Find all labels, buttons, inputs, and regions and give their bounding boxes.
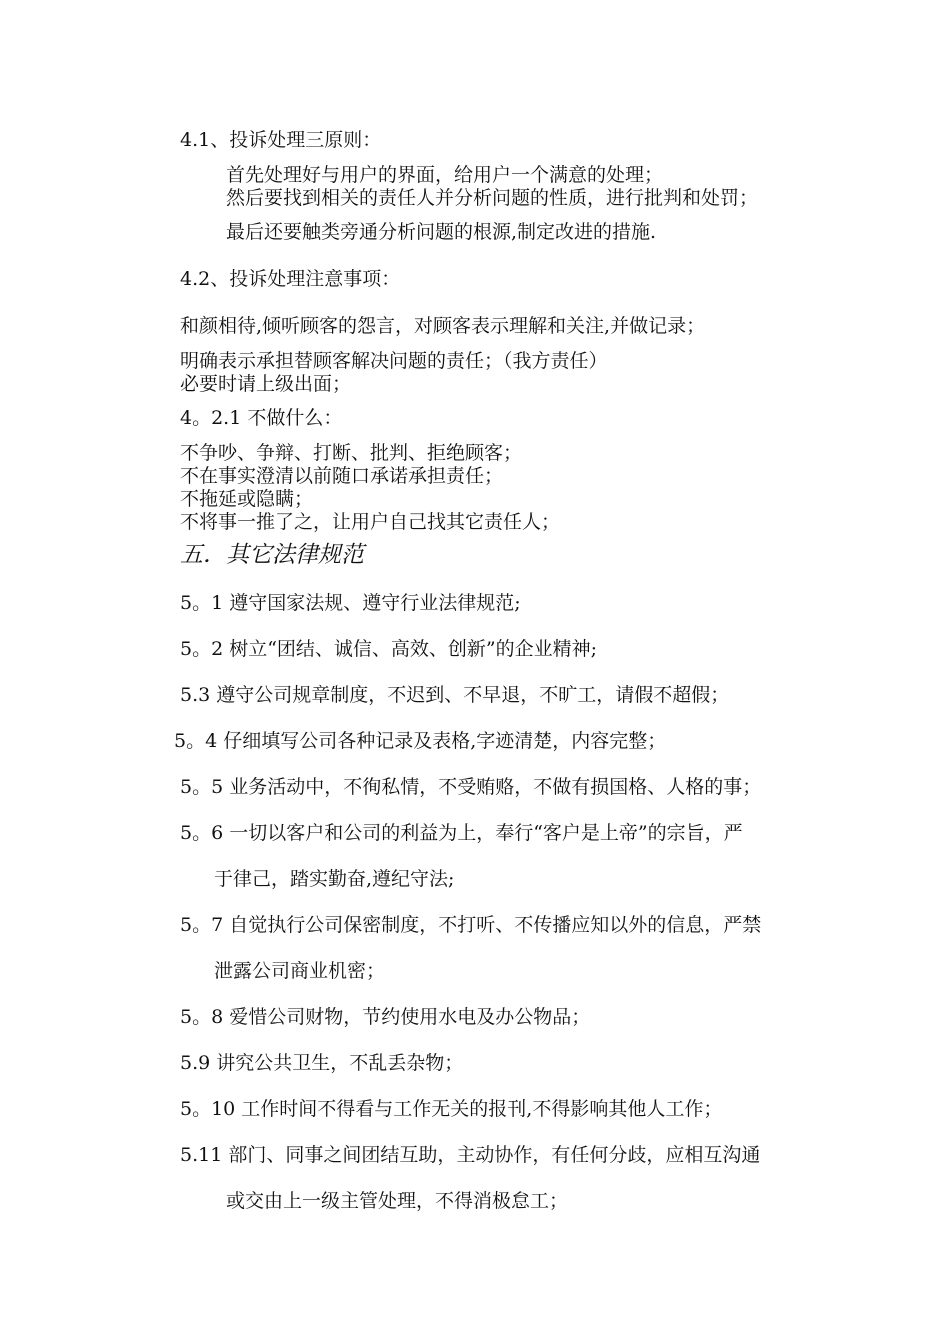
rule-item: 5。8 爱惜公司财物，节约使用水电及办公物品； xyxy=(180,1006,591,1028)
rule-item: 5。2 树立“团结、诚信、高效、创新”的企业精神; xyxy=(180,638,598,660)
rule-item: 5.11 部门、同事之间团结互助，主动协作，有任何分歧，应相互沟通 xyxy=(180,1144,761,1166)
section-4-2-title: 4.2、投诉处理注意事项： xyxy=(180,268,401,290)
principle-item: 然后要找到相关的责任人并分析问题的性质，进行批判和处罚； xyxy=(226,187,759,209)
rule-item: 5。1 遵守国家法规、遵守行业法律规范; xyxy=(180,592,521,614)
rule-item-continuation: 或交由上一级主管处理，不得消极怠工； xyxy=(226,1190,569,1212)
rule-item: 5。10 工作时间不得看与工作无关的报刊,不得影响其他人工作； xyxy=(180,1098,723,1120)
rule-item: 5。7 自觉执行公司保密制度，不打听、不传播应知以外的信息，严禁 xyxy=(180,914,762,936)
dont-item: 不拖延或隐瞒； xyxy=(180,488,314,510)
rule-item-continuation: 于律己，踏实勤奋,遵纪守法; xyxy=(214,868,455,890)
rule-item: 5.9 讲究公共卫生，不乱丢杂物； xyxy=(180,1052,464,1074)
section-4-1-title: 4.1、投诉处理三原则： xyxy=(180,129,382,151)
principle-item: 最后还要触类旁通分析问题的根源,制定改进的措施. xyxy=(226,221,657,243)
section-5-heading: 五．其它法律规范 xyxy=(180,542,364,568)
rule-item: 5.3 遵守公司规章制度，不迟到、不早退，不旷工，请假不超假； xyxy=(180,684,730,706)
notice-item: 明确表示承担替顾客解决问题的责任；（我方责任） xyxy=(180,350,608,372)
rule-item: 5。4 仔细填写公司各种记录及表格,字迹清楚，内容完整； xyxy=(174,730,667,752)
notice-item: 和颜相待,倾听顾客的怨言，对顾客表示理解和关注,并做记录； xyxy=(180,315,706,337)
dont-item: 不争吵、争辩、打断、批判、拒绝顾客； xyxy=(180,442,523,464)
dont-item: 不在事实澄清以前随口承诺承担责任； xyxy=(180,465,504,487)
rule-item: 5。5 业务活动中，不徇私情，不受贿赂，不做有损国格、人格的事； xyxy=(180,776,762,798)
principle-item: 首先处理好与用户的界面，给用户一个满意的处理； xyxy=(226,164,664,186)
notice-item: 必要时请上级出面； xyxy=(180,373,352,395)
section-4-2-1-title: 4。2.1 不做什么： xyxy=(180,407,343,429)
rule-item: 5。6 一切以客户和公司的利益为上，奉行“客户是上帝”的宗旨，严 xyxy=(180,822,743,844)
dont-item: 不将事一推了之，让用户自己找其它责任人； xyxy=(180,511,561,533)
rule-item-continuation: 泄露公司商业机密； xyxy=(214,960,386,982)
